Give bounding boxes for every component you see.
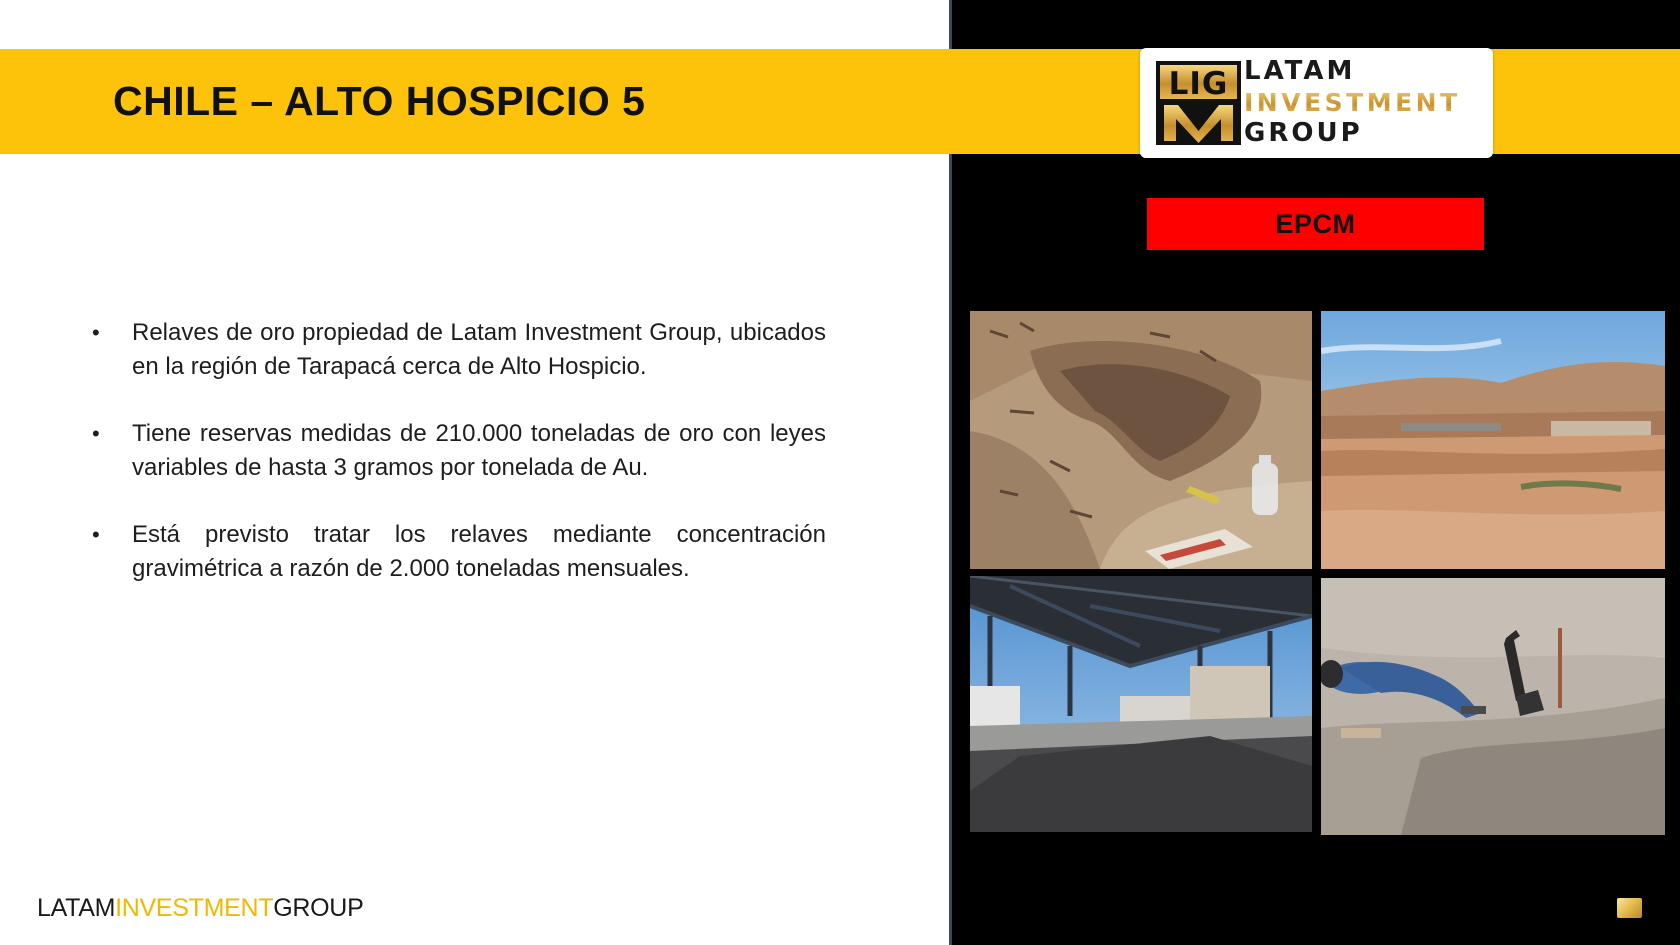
bullet-marker: • bbox=[92, 320, 100, 345]
slide-title: CHILE – ALTO HOSPICIO 5 bbox=[113, 78, 646, 124]
logo-line-group: GROUP bbox=[1244, 118, 1363, 148]
photo-tailings-pit bbox=[970, 311, 1312, 569]
photo-desert-site bbox=[1321, 311, 1665, 569]
bullet-text: Tiene reservas medidas de 210.000 toneladas de oro con leyes variables de hasta 3 gramos por tonelada de Au. bbox=[132, 420, 826, 481]
footer-latam: LATAM bbox=[37, 894, 116, 922]
bullet-text: Está previsto tratar los relaves mediante concentración gravimétrica a razón de 2.000 toneladas mensuales. bbox=[132, 521, 826, 582]
bullet-marker: • bbox=[92, 522, 100, 547]
photo-worker-digging bbox=[1321, 578, 1665, 835]
bullet-item bbox=[86, 518, 826, 586]
gold-square-icon bbox=[1617, 898, 1642, 918]
logo-line-investment: INVESTMENT bbox=[1244, 88, 1461, 117]
footer-investment: INVESTMENT bbox=[115, 894, 274, 922]
bullet-marker: • bbox=[92, 421, 100, 446]
footer-group: GROUP bbox=[273, 894, 364, 922]
photo-shed-structure bbox=[970, 576, 1312, 832]
logo-mark-text: LIG bbox=[1168, 66, 1229, 102]
logo-wordmark bbox=[1244, 56, 1461, 149]
logo-line-latam: LATAM bbox=[1244, 56, 1356, 86]
company-logo bbox=[1140, 48, 1493, 158]
bullet-text: Relaves de oro propiedad de Latam Investment Group, ubicados en la región de Tarapacá cerca de Alto Hospicio. bbox=[132, 319, 826, 380]
epcm-badge: EPCM bbox=[1147, 198, 1484, 250]
bullet-item bbox=[86, 417, 826, 485]
bullet-list bbox=[86, 316, 826, 619]
lig-logo-mark bbox=[1156, 61, 1241, 145]
bullet-item bbox=[86, 316, 826, 384]
footer-wordmark bbox=[37, 894, 363, 923]
